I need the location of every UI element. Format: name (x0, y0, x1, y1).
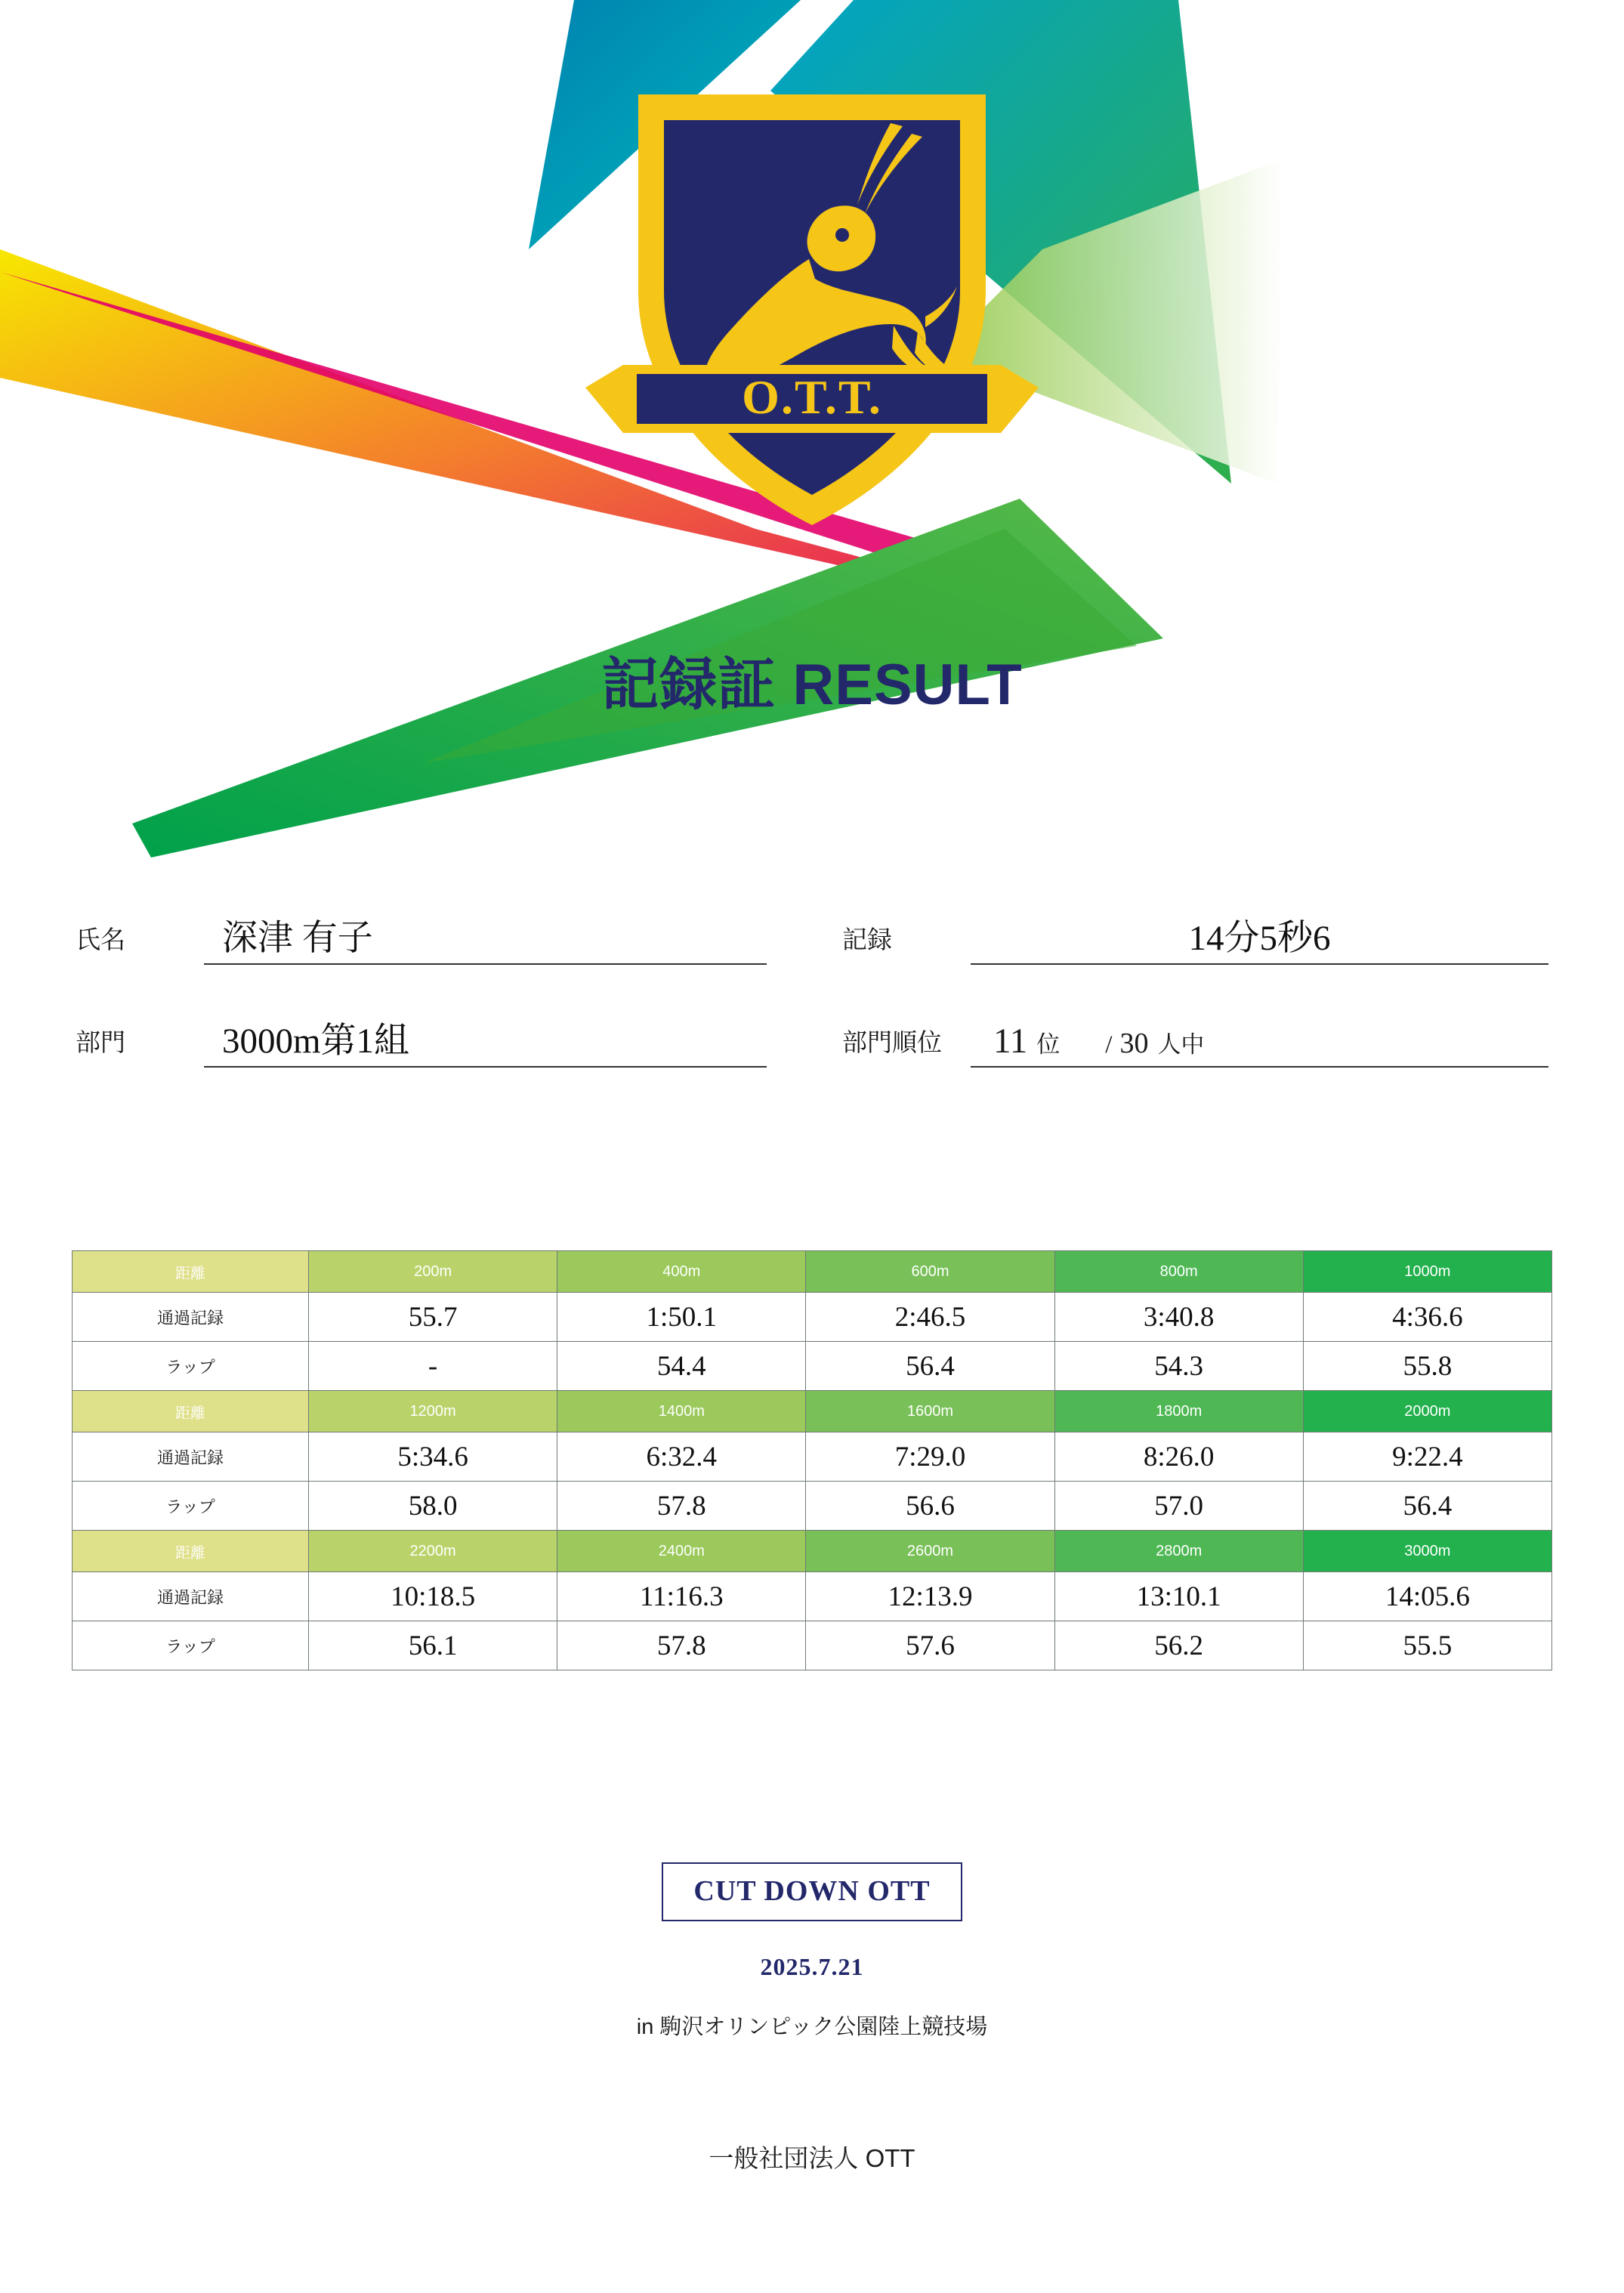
lap-cell: 54.3 (1054, 1342, 1303, 1391)
lap-table-body (73, 1251, 1552, 1670)
lap-cell: 56.1 (309, 1621, 557, 1670)
row-label-split: 通過記録 (73, 1432, 309, 1482)
split-cell: 8:26.0 (1054, 1432, 1303, 1482)
distance-cell: 2600m (806, 1531, 1054, 1572)
organization-name: 一般社団法人 OTT (709, 2144, 915, 2172)
split-cell: 13:10.1 (1054, 1572, 1303, 1621)
lap-cell: - (309, 1342, 557, 1391)
header-decoration (0, 0, 1624, 892)
distance-cell: 800m (1054, 1251, 1303, 1293)
rank-total-unit: 人中 (1157, 1031, 1205, 1058)
distance-cell: 600m (806, 1251, 1054, 1293)
lap-cell: 56.4 (806, 1342, 1054, 1391)
rank-label: 部門順位 (842, 1030, 942, 1057)
name-value: 深津 有子 (222, 919, 373, 959)
table-row (73, 1621, 1552, 1670)
table-row (73, 1432, 1552, 1482)
table-row (73, 1531, 1552, 1572)
split-cell: 12:13.9 (806, 1572, 1054, 1621)
distance-cell: 1000m (1303, 1251, 1551, 1293)
row-label-distance: 距離 (73, 1251, 309, 1293)
split-cell: 11:16.3 (557, 1572, 806, 1621)
row-label-lap: ラップ (73, 1342, 309, 1391)
athlete-info-section (76, 910, 1548, 1116)
rank-unit: 位 (1036, 1031, 1061, 1058)
category-value: 3000m第1組 (222, 1021, 410, 1062)
rank-line (971, 1021, 1548, 1062)
split-cell: 4:36.6 (1303, 1293, 1551, 1342)
lap-cell: 57.0 (1054, 1482, 1303, 1531)
row-label-distance: 距離 (73, 1391, 309, 1432)
lap-cell: 58.0 (309, 1482, 557, 1531)
table-row (73, 1482, 1552, 1531)
record-field (812, 910, 1548, 965)
distance-cell: 400m (557, 1251, 806, 1293)
rank-value-wrap (971, 1013, 1548, 1068)
lap-cell: 56.6 (806, 1482, 1054, 1531)
split-cell: 9:22.4 (1303, 1432, 1551, 1482)
lap-cell: 55.8 (1303, 1342, 1551, 1391)
distance-cell: 3000m (1303, 1531, 1551, 1572)
distance-cell: 1800m (1054, 1391, 1303, 1432)
table-row (73, 1251, 1552, 1293)
name-field (76, 910, 812, 965)
rank-field (812, 1013, 1548, 1068)
split-cell: 10:18.5 (309, 1572, 557, 1621)
split-cell: 7:29.0 (806, 1432, 1054, 1482)
info-row-2 (76, 1013, 1548, 1068)
rank-separator: / (1105, 1031, 1113, 1058)
lap-cell: 56.2 (1054, 1621, 1303, 1670)
category-label: 部門 (76, 1030, 125, 1057)
lap-cell: 57.6 (806, 1621, 1054, 1670)
row-label-split: 通過記録 (73, 1293, 309, 1342)
split-cell: 3:40.8 (1054, 1293, 1303, 1342)
lap-cell: 54.4 (557, 1342, 806, 1391)
split-cell: 5:34.6 (309, 1432, 557, 1482)
distance-cell: 2200m (309, 1531, 557, 1572)
row-label-lap: ラップ (73, 1621, 309, 1670)
name-value-wrap (204, 910, 767, 965)
table-row (73, 1342, 1552, 1391)
table-row (73, 1572, 1552, 1621)
lap-cell: 57.8 (557, 1621, 806, 1670)
lap-cell: 57.8 (557, 1482, 806, 1531)
rank-value: 11 (993, 1021, 1028, 1061)
event-badge: CUT DOWN OTT (662, 1862, 962, 1921)
distance-cell: 200m (309, 1251, 557, 1293)
name-label: 氏名 (76, 927, 125, 954)
split-cell: 14:05.6 (1303, 1572, 1551, 1621)
distance-cell: 2800m (1054, 1531, 1303, 1572)
event-date: 2025.7.21 (760, 1953, 864, 1980)
table-row (73, 1293, 1552, 1342)
rank-total: 30 (1119, 1028, 1149, 1059)
record-value: 14分5秒6 (1188, 919, 1331, 959)
split-cell: 1:50.1 (557, 1293, 806, 1342)
table-row (73, 1391, 1552, 1432)
category-value-wrap (204, 1013, 767, 1068)
distance-cell: 1600m (806, 1391, 1054, 1432)
row-label-split: 通過記録 (73, 1572, 309, 1621)
row-label-distance: 距離 (73, 1531, 309, 1572)
footer-section (0, 1862, 1624, 2174)
distance-cell: 2000m (1303, 1391, 1551, 1432)
row-label-lap: ラップ (73, 1482, 309, 1531)
distance-cell: 1400m (557, 1391, 806, 1432)
record-value-wrap (971, 910, 1548, 965)
category-field (76, 1013, 812, 1068)
split-cell: 55.7 (309, 1293, 557, 1342)
logo-text: O.T.T. (742, 370, 882, 424)
lap-split-table (72, 1250, 1552, 1670)
page-title: 記録証 RESULT (601, 653, 1023, 717)
distance-cell: 1200m (309, 1391, 557, 1432)
info-row-1 (76, 910, 1548, 965)
lap-cell: 55.5 (1303, 1621, 1551, 1670)
distance-cell: 2400m (557, 1531, 806, 1572)
split-cell: 2:46.5 (806, 1293, 1054, 1342)
record-label: 記録 (842, 927, 892, 954)
lap-cell: 56.4 (1303, 1482, 1551, 1531)
event-place: in 駒沢オリンピック公園陸上競技場 (636, 2015, 988, 2039)
split-cell: 6:32.4 (557, 1432, 806, 1482)
